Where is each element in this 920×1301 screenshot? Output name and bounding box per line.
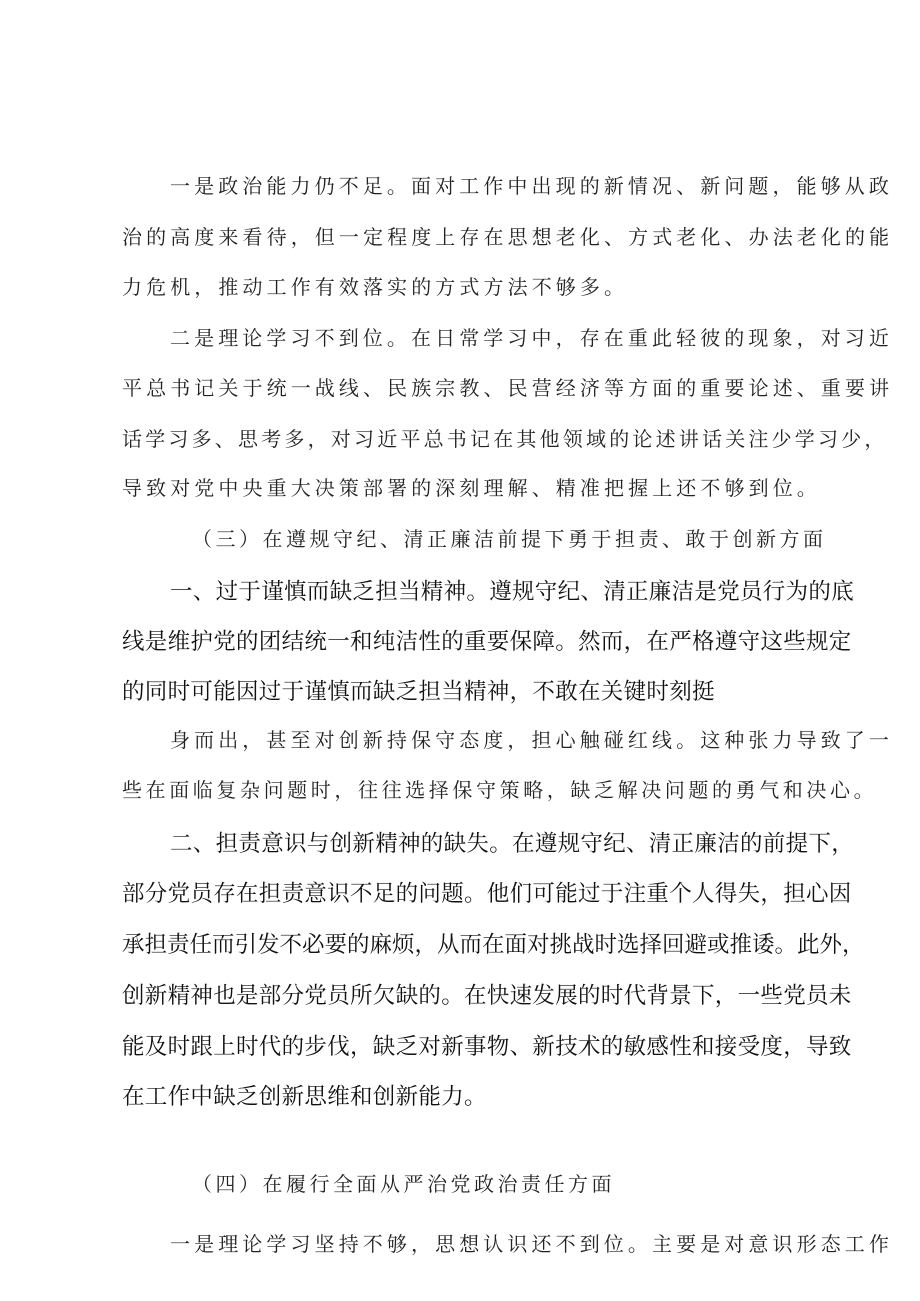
paragraph-5-line-6: 在工作中缺乏创新思维和创新能力。 (122, 1084, 487, 1110)
paragraph-3-line-2: 线是维护党的团结统一和纯洁性的重要保障。然而，在严格遵守这些规定 (122, 629, 852, 655)
paragraph-3-line-1: 一、过于谨慎而缺乏担当精神。遵规守纪、清正廉洁是党员行为的底 (170, 579, 855, 605)
paragraph-5-line-3: 承担责任而引发不必要的麻烦，从而在面对挑战时选择回避或推诿。此外， (122, 932, 865, 958)
paragraph-3-line-3: 的同时可能因过于谨慎而缺乏担当精神，不敢在关键时刻挺 (122, 679, 715, 705)
paragraph-1-line-1: 一是政治能力仍不足。面对工作中出现的新情况、新问题，能够从政 (170, 174, 893, 198)
paragraph-4-line-2: 些在面临复杂问题时，往往选择保守策略，缺乏解决问题的勇气和决心。 (122, 778, 878, 802)
paragraph-5-line-2: 部分党员存在担责意识不足的问题。他们可能过于注重个人得失，担心因 (122, 881, 852, 907)
paragraph-1-line-2: 治的高度来看待，但一定程度上存在思想老化、方式老化、办法老化的能 (122, 225, 894, 249)
paragraph-2-line-1: 二是理论学习不到位。在日常学习中，存在重此轻彼的现象，对习近 (170, 326, 893, 350)
paragraph-6-line-1: 一是理论学习坚持不够，思想认识还不到位。主要是对意识形态工作 (170, 1232, 893, 1256)
section-heading-3: （三）在遵规守纪、清正廉洁前提下勇于担责、敢于创新方面 (192, 527, 827, 551)
paragraph-4-line-1: 身而出，甚至对创新持保守态度，担心触碰红线。这种张力导致了一 (170, 728, 893, 752)
paragraph-1-line-3: 力危机，推动工作有效落实的方式方法不够多。 (122, 275, 629, 299)
paragraph-5-line-1: 二、担责意识与创新精神的缺失。在遵规守纪、清正廉洁的前提下， (170, 831, 855, 857)
paragraph-5-line-4: 创新精神也是部分党员所欠缺的。在快速发展的时代背景下，一些党员未 (122, 983, 852, 1009)
paragraph-2-line-4: 导致对党中央重大决策部署的深刻理解、精准把握上还不够到位。 (122, 476, 821, 500)
paragraph-5-line-5: 能及时跟上时代的步伐，缺乏对新事物、新技术的敏感性和接受度，导致 (122, 1034, 852, 1060)
paragraph-2-line-2: 平总书记关于统一战线、民族宗教、民营经济等方面的重要论述、重要讲 (122, 376, 894, 400)
paragraph-2-line-3: 话学习多、思考多，对习近平总书记在其他领域的论述讲话关注少学习少， (122, 427, 888, 451)
section-heading-4: （四）在履行全面从严治党政治责任方面 (192, 1172, 615, 1196)
